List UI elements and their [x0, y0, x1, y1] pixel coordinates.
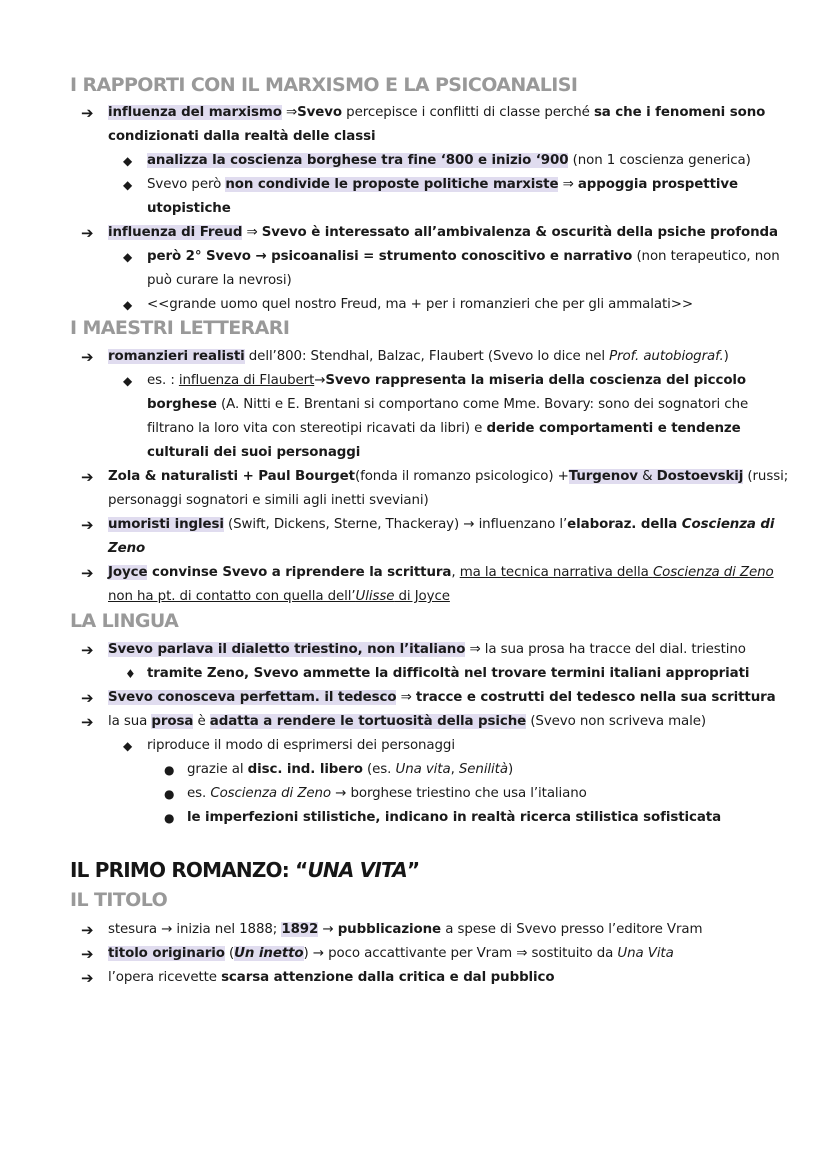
- maestri-line-3: borghese (A. Nitti e E. Brentani si comportano come Mme. Bovary: sono dei sognatori che: [147, 397, 749, 412]
- arrow-bullet: ➔: [81, 516, 94, 534]
- maestri-line-8: umoristi inglesi (Swift, Dickens, Sterne, Thackeray) → influenzano l’elaboraz. della Coscienza di: [108, 517, 775, 532]
- arrow-bullet: ➔: [81, 348, 94, 366]
- maestri-line-2: es. : influenza di Flaubert→Svevo rappresenta la miseria della coscienza del piccolo: [147, 373, 747, 388]
- rapporti-line-9: <<grande uomo quel nostro Freud, ma + per i romanzieri che per gli ammalati>>: [147, 297, 693, 312]
- maestri-line-10: Joyce convinse Svevo a riprendere la scrittura, ma la tecnica narrativa della Coscienza di Zeno: [108, 565, 774, 580]
- rapporti-line-5: utopistiche: [147, 201, 231, 216]
- rapporti-line-6: influenza di Freud ⇒ Svevo è interessato all’ambivalenza & oscurità della psiche profonda: [108, 225, 778, 240]
- diamond-bullet: ◆: [123, 250, 133, 264]
- heading-titolo: IL TITOLO: [70, 889, 168, 911]
- maestri-line-6: Zola & naturalisti + Paul Bourget(fonda il romanzo psicologico) +Turgenov & Dostoevskij (russi;: [108, 469, 789, 484]
- heading-maestri: I MAESTRI LETTERARI: [70, 317, 290, 339]
- diamond-bullet: ◆: [123, 374, 133, 388]
- maestri-line-4: filtrano la loro vita con stereotipi ricavati da libri) e deride comportamenti e tendenze: [147, 421, 741, 436]
- heading-lingua: LA LINGUA: [70, 610, 179, 632]
- maestri-line-5: culturali dei suoi personaggi: [147, 445, 361, 460]
- maestri-line-11: non ha pt. di contatto con quella dell’Ulisse di Joyce: [108, 589, 450, 604]
- titolo-line-3: l’opera ricevette scarsa attenzione dalla critica e dal pubblico: [108, 970, 555, 985]
- lingua-line-6: grazie al disc. ind. libero (es. Una vita, Senilità): [187, 762, 514, 777]
- diamond-bullet: ◆: [123, 178, 133, 192]
- circle-bullet: ●: [164, 787, 175, 801]
- arrow-bullet: ➔: [81, 969, 94, 987]
- rapporti-line-8: può curare la nevrosi): [147, 273, 292, 288]
- circle-bullet: ●: [164, 811, 175, 825]
- rapporti-line-2: condizionati dalla realtà delle classi: [108, 129, 376, 144]
- lingua-line-2: tramite Zeno, Svevo ammette la difficoltà nel trovare termini italiani appropriati: [147, 666, 750, 681]
- maestri-line-1: romanzieri realisti dell’800: Stendhal, Balzac, Flaubert (Svevo lo dice nel Prof. autobiograf.): [108, 349, 729, 364]
- heading-rapporti: I RAPPORTI CON IL MARXISMO E LA PSICOANALISI: [70, 74, 578, 96]
- diamond-bullet: ◆: [123, 298, 133, 312]
- circle-bullet: ●: [164, 763, 175, 777]
- rapporti-line-3: analizza la coscienza borghese tra fine ‘800 e inizio ‘900 (non 1 coscienza generica): [147, 153, 751, 168]
- lingua-line-5: riproduce il modo di esprimersi dei personaggi: [147, 738, 455, 753]
- lingua-line-3: Svevo conosceva perfettam. il tedesco ⇒ tracce e costrutti del tedesco nella sua scrittura: [108, 690, 776, 705]
- arrow-bullet: ➔: [81, 713, 94, 731]
- heading-primo-romanzo: IL PRIMO ROMANZO: “UNA VITA”: [70, 858, 420, 882]
- arrow-bullet: ➔: [81, 564, 94, 582]
- diamond-bullet: ♦: [125, 667, 136, 681]
- arrow-bullet: ➔: [81, 104, 94, 122]
- lingua-line-7: es. Coscienza di Zeno → borghese triestino che usa l’italiano: [187, 786, 587, 801]
- titolo-line-2: titolo originario (Un inetto) → poco accattivante per Vram ⇒ sostituito da Una Vita: [108, 946, 674, 961]
- arrow-bullet: ➔: [81, 468, 94, 486]
- arrow-bullet: ➔: [81, 224, 94, 242]
- arrow-bullet: ➔: [81, 945, 94, 963]
- arrow-bullet: ➔: [81, 641, 94, 659]
- arrow-bullet: ➔: [81, 921, 94, 939]
- rapporti-line-7: però 2° Svevo → psicoanalisi = strumento conoscitivo e narrativo (non terapeutico, non: [147, 249, 780, 264]
- diamond-bullet: ◆: [123, 739, 133, 753]
- arrow-bullet: ➔: [81, 689, 94, 707]
- rapporti-line-4: Svevo però non condivide le proposte politiche marxiste ⇒ appoggia prospettive: [147, 177, 738, 192]
- titolo-line-1: stesura → inizia nel 1888; 1892 → pubblicazione a spese di Svevo presso l’editore Vram: [108, 922, 703, 937]
- lingua-line-1: Svevo parlava il dialetto triestino, non l’italiano ⇒ la sua prosa ha tracce del dial. triestino: [108, 642, 746, 657]
- maestri-line-9: Zeno: [108, 541, 146, 556]
- maestri-line-7: personaggi sognatori e simili agli inetti sveviani): [108, 493, 429, 508]
- rapporti-line-1: influenza del marxismo ⇒Svevo percepisce i conflitti di classe perché sa che i fenomeni sono: [108, 105, 766, 120]
- lingua-line-8: le imperfezioni stilistiche, indicano in realtà ricerca stilistica sofisticata: [187, 810, 722, 825]
- lingua-line-4: la sua prosa è adatta a rendere le tortuosità della psiche (Svevo non scriveva male): [108, 714, 707, 729]
- diamond-bullet: ◆: [123, 154, 133, 168]
